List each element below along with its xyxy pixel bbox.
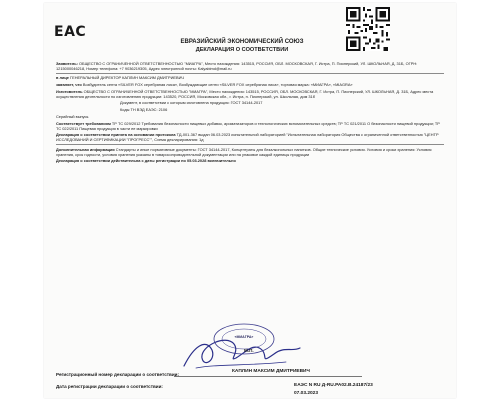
document-title: ДЕКЛАРАЦИЯ О СООТВЕТСТВИИ <box>195 47 289 53</box>
paragraph-label: Дополнительная информация <box>56 146 115 152</box>
separator <box>56 73 444 74</box>
applicant-paragraph <box>56 61 444 71</box>
paragraph-label: Соответствует требованиям <box>56 120 111 126</box>
signatory-name: КАПЛИН МАКСИМ ДМИТРИЕВИЧ <box>232 369 310 374</box>
paragraph-label: заявляет, что <box>56 81 82 87</box>
paragraph-text: 05.03.2028 включительно <box>186 158 236 164</box>
signature-line <box>174 376 234 377</box>
declaration-body <box>56 61 444 165</box>
standard-paragraph <box>56 100 444 105</box>
validity-paragraph <box>56 158 444 163</box>
eac-logo: EAC <box>54 24 87 40</box>
paragraph-text: ГЕНЕРАЛЬНЫЙ ДИРЕКТОР КАПЛИН МАКСИМ ДМИТРИЕВИЧ <box>70 75 185 81</box>
paragraph-text: Коды ТН ВЭД ЕАЭС: 2106 <box>120 107 168 113</box>
paragraph-text: ТД-001-367 выдан 06.03.2023 испытательной лабораторией "Испытательная лаборатория Общества с ограниченной ответственностью "ЦЕНТР ИССЛЕДОВАНИЙ И СЕРТИФИКАЦИИ "ПРОГРЕСС"", Схема декларирования: 1д <box>56 132 439 143</box>
paragraph-label: в лице <box>56 75 69 81</box>
paragraph-label: Декларация о соответствии принята на основании протокола <box>56 132 176 138</box>
paragraph-label: Заявитель: <box>56 61 78 66</box>
registration-date-label: Дата регистрации декларации о соответствии: <box>56 384 163 389</box>
paragraph-text: Документ, в соответствии с которым изготовлена продукция: ГОСТ 34144-2017 <box>120 100 263 106</box>
requirements-paragraph <box>56 121 444 131</box>
manufacturer-paragraph <box>56 89 444 99</box>
union-heading: ЕВРАЗИЙСКИЙ ЭКОНОМИЧЕСКИЙ СОЮЗ <box>180 39 304 45</box>
paragraph-text: Стандарты и иные нормативные документы: ГОСТ 34144-2017, Концентраты для безалкогольных напитков. Общие технические условия. Условия и сроки хранения: Условия хранения, срок годности, условия хранения указаны в товаросопроводительной документации или на упаковке каждой единицы продукции <box>56 146 432 157</box>
paragraph-label: Декларация о соответствии действительна с даты регистрации по <box>56 158 186 164</box>
paragraph-text: ОБЩЕСТВО С ОГРАНИЧЕННОЙ ОТВЕТСТВЕННОСТЬЮ "МИАГРА", Место нахождения: 143515, РОССИЯ, ОБЛ. МОСКОВСКАЯ, Г. Истра, П. Пионерский, УЛ. ШКОЛЬНАЯ, Д. 31Б, ОГРН: 1215000046218, Номер телефона: +7 9036219305, Адрес электронной почты: Kalyabimd@mail.ru <box>56 61 418 72</box>
production-type-paragraph <box>56 114 444 119</box>
representative-paragraph <box>56 75 444 80</box>
hs-code-paragraph <box>56 107 444 112</box>
separator <box>56 144 444 145</box>
additional-info-paragraph <box>56 147 444 157</box>
paragraph-text: ТР ТС 029/2012 Требования безопасности пищевых добавок, ароматизаторов и технологических вспомогательных средств; ТР ТС 021/2011 О безопасности пищевой продукции; ТР ТС 022/2011 Пищевая продукция в части ее маркировки <box>56 120 440 131</box>
product-paragraph <box>56 82 444 87</box>
registration-number-label: Регистрационный номер декларации о соответствии: <box>56 372 180 377</box>
protocol-paragraph <box>56 132 444 142</box>
name-line <box>232 376 362 377</box>
paragraph-text: Возбудитель септа «SILVER FOX серебряная лиса», Возбуждающие септи «SILVER FOX серебряная лиса», торговая марка: «МИАГРА», «MIAGRA» <box>82 81 353 87</box>
declaration-document <box>44 3 456 398</box>
paragraph-text: ОБЩЕСТВО С ОГРАНИЧЕННОЙ ОТВЕТСТВЕННОСТЬЮ "МИАГРА", Место нахождения: 143515, РОССИЯ, ОБЛ. МОСКОВСКАЯ, Г. Истра, П. Пионерский, УЛ. ШКОЛЬНАЯ, Д. 31Б, Адрес места осуществления деятельности по изготовлению продукции: 143520, РОССИЯ, Московская обл., г. Истра, п. Пионерский, ул. Школьная, дом 31б <box>56 88 434 99</box>
registration-number: ЕАЭС N RU Д-RU.РА02.В.24187/23 <box>294 383 373 388</box>
paragraph-text: Серийный выпуск. <box>56 113 90 119</box>
seal-place-label: М.П. <box>244 348 254 353</box>
paragraph-label: Изготовитель <box>56 88 83 94</box>
signature-area <box>56 318 444 396</box>
stamp-text: «МИАГРА» <box>234 335 254 339</box>
registration-date: 07.03.2023 <box>294 391 319 396</box>
